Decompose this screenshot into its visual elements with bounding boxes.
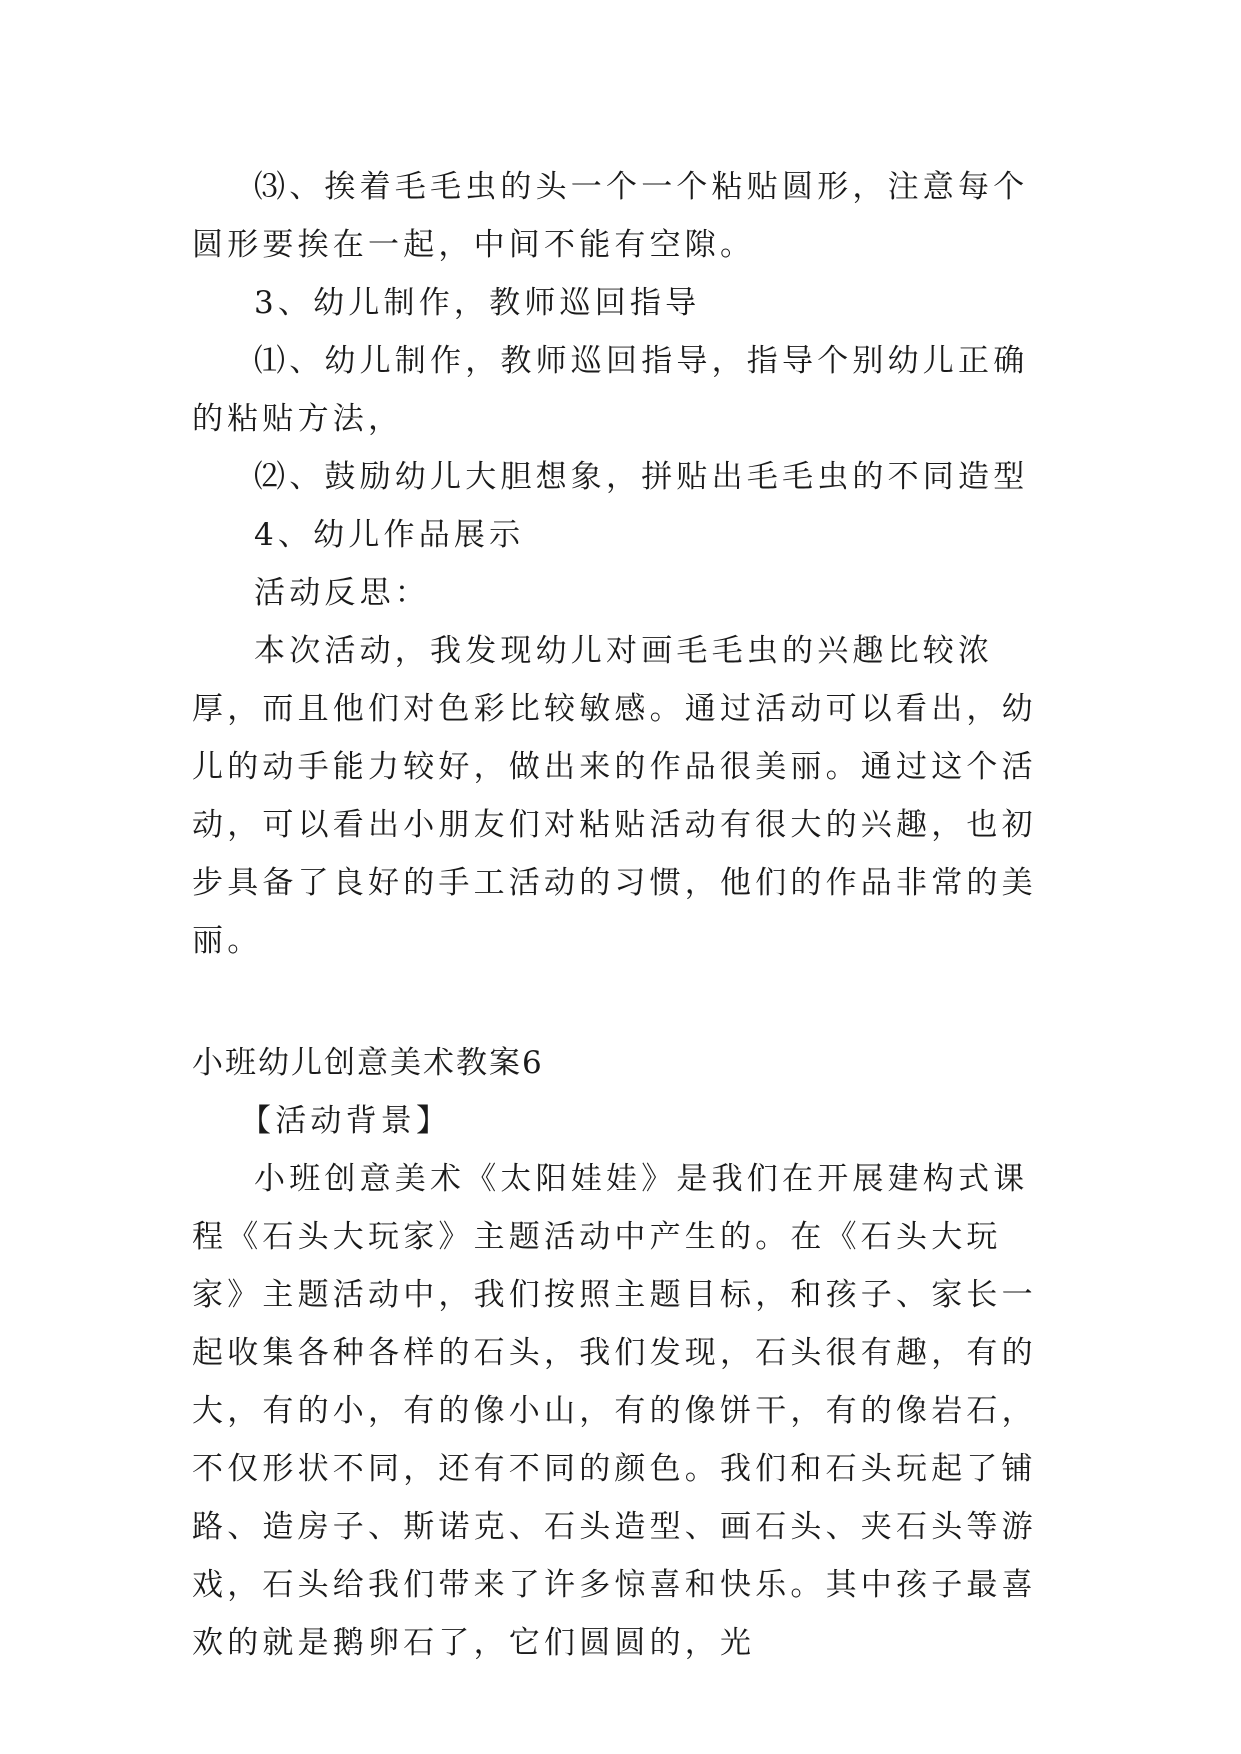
paragraph: ⑵、鼓励幼儿大胆想象，拼贴出毛毛虫的不同造型 bbox=[254, 459, 1029, 495]
paragraph: 3、幼儿制作，教师巡回指导 bbox=[254, 285, 701, 321]
paragraph: 4、幼儿作品展示 bbox=[254, 517, 525, 553]
document-page bbox=[192, 158, 1052, 1672]
paragraph: ⑴、幼儿制作，教师巡回指导，指导个别幼儿正确的粘贴方法， bbox=[192, 343, 1029, 437]
paragraph: ⑶、挨着毛毛虫的头一个一个粘贴圆形，注意每个圆形要挨在一起，中间不能有空隙。 bbox=[192, 169, 1029, 263]
background-paragraph: 小班创意美术《太阳娃娃》是我们在开展建构式课程《石头大玩家》主题活动中产生的。在《石头大玩家》主题活动中，我们按照主题目标，和孩子、家长一起收集各种各样的石头，我们发现，石头很有趣，有的大，有的小，有的像小山，有的像饼干，有的像岩石，不仅形状不同，还有不同的颜色。我们和石头玩起了铺路、造房子、斯诺克、石头造型、画石头、夹石头等游戏，石头给我们带来了许多惊喜和快乐。其中孩子最喜欢的就是鹅卵石了，它们圆圆的，光 bbox=[192, 1161, 1037, 1661]
section-gap bbox=[192, 970, 1052, 1034]
section-title: 小班幼儿创意美术教案6 bbox=[192, 1045, 544, 1081]
reflection-paragraph: 本次活动，我发现幼儿对画毛毛虫的兴趣比较浓厚，而且他们对色彩比较敏感。通过活动可以看出，幼儿的动手能力较好，做出来的作品很美丽。通过这个活动，可以看出小朋友们对粘贴活动有很大的兴趣，也初步具备了良好的手工活动的习惯，他们的作品非常的美丽。 bbox=[192, 633, 1037, 959]
background-heading: 【活动背景】 bbox=[240, 1103, 452, 1139]
paragraph: 活动反思： bbox=[254, 575, 430, 611]
